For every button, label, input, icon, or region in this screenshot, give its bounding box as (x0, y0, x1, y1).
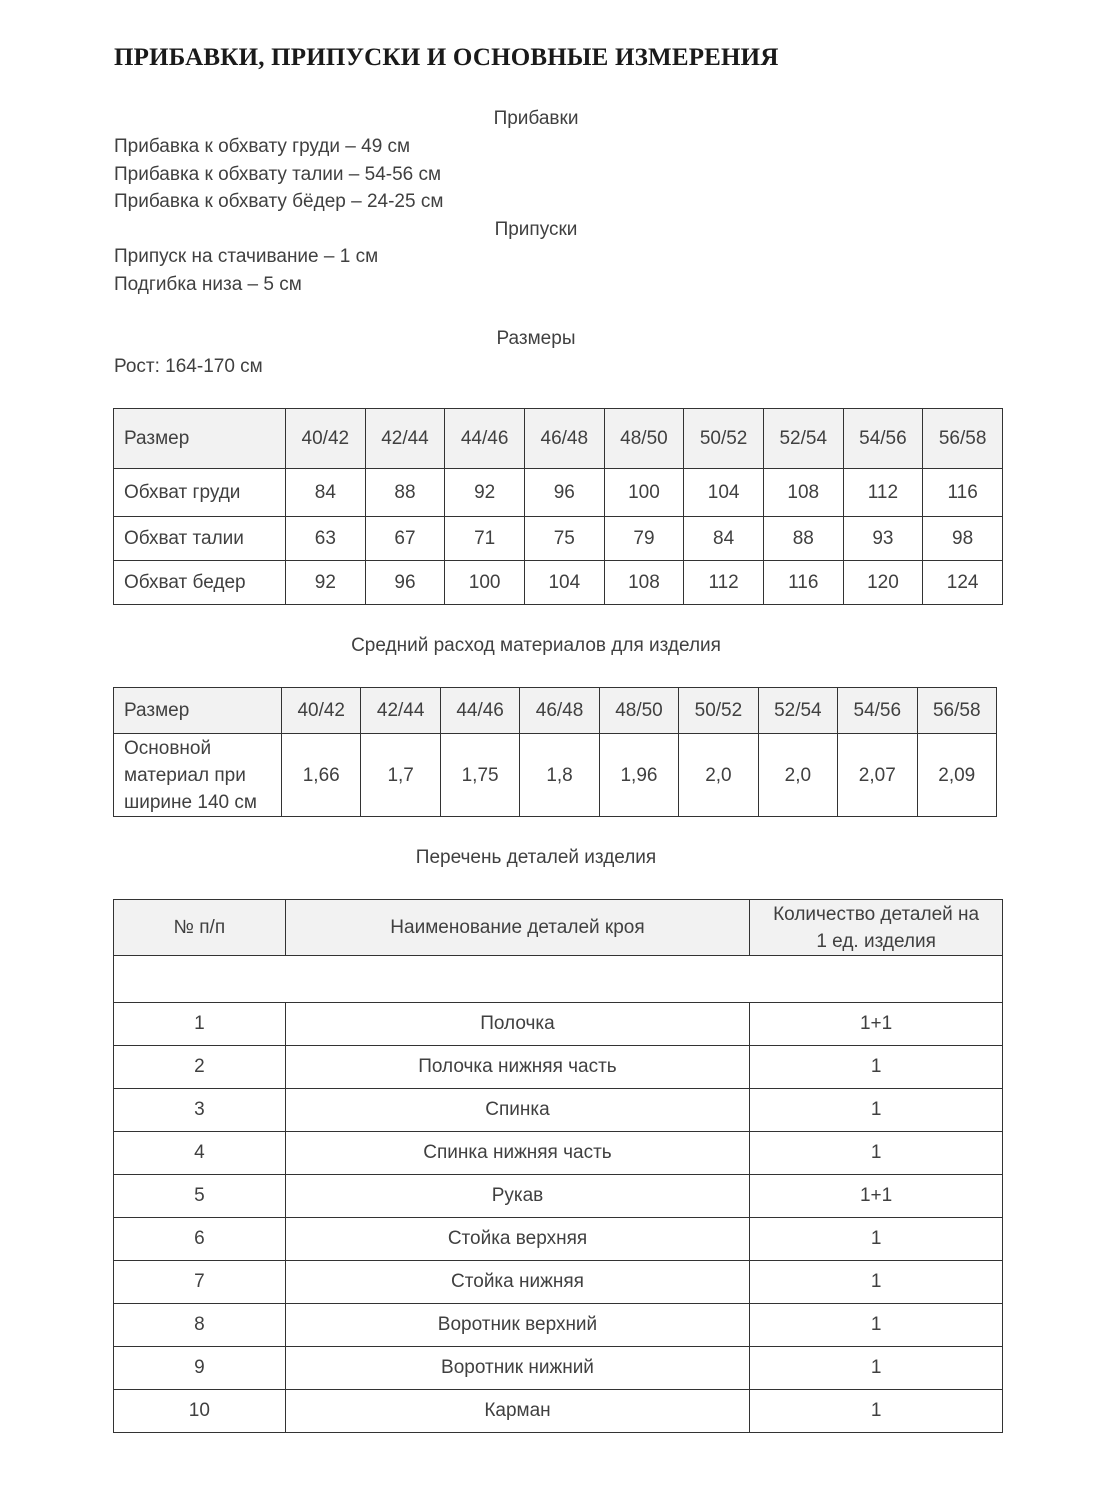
table-cell: 100 (445, 561, 525, 605)
part-name: Полочка (285, 1003, 749, 1046)
part-num: 5 (114, 1175, 286, 1218)
table-cell: 92 (286, 561, 366, 605)
allowance-line: Прибавка к обхвату груди – 49 см (114, 136, 411, 157)
size-column-header: 50/52 (684, 409, 764, 469)
table-cell: 2,0 (758, 734, 837, 817)
part-num: 1 (114, 1003, 286, 1046)
table-cell: 96 (365, 561, 445, 605)
part-qty: 1 (750, 1089, 1003, 1132)
table-row (114, 734, 997, 817)
table-row (114, 1132, 1003, 1175)
parts-header-row (114, 900, 1003, 956)
table-cell: 2,09 (917, 734, 997, 817)
table-cell: 71 (445, 517, 525, 561)
part-name: Воротник верхний (285, 1304, 749, 1347)
material-heading: Средний расход материалов для изделия (351, 635, 721, 656)
table-cell: 116 (923, 469, 1003, 517)
size-column-header: 52/54 (763, 409, 843, 469)
size-column-header: 50/52 (679, 688, 758, 734)
part-num: 3 (114, 1089, 286, 1132)
part-num: 2 (114, 1046, 286, 1089)
part-qty: 1 (750, 1304, 1003, 1347)
part-name: Воротник нижний (285, 1347, 749, 1390)
empty-cell (114, 956, 1003, 1003)
row-label: Обхват груди (114, 469, 286, 517)
page-title: ПРИБАВКИ, ПРИПУСКИ И ОСНОВНЫЕ ИЗМЕРЕНИЯ (114, 44, 779, 71)
material-header-label: Размер (114, 688, 282, 734)
table-row (114, 1003, 1003, 1046)
table-cell: 1,66 (282, 734, 361, 817)
table-cell: 93 (843, 517, 923, 561)
table-cell: 98 (923, 517, 1003, 561)
table-cell: 112 (684, 561, 764, 605)
table-cell: 124 (923, 561, 1003, 605)
size-column-header: 44/46 (440, 688, 519, 734)
part-name: Спинка нижняя часть (285, 1132, 749, 1175)
size-column-header: 42/44 (361, 688, 440, 734)
seam-allowance-line: Подгибка низа – 5 см (114, 274, 302, 295)
material-row-label-line: Основной (124, 737, 212, 759)
part-name: Стойка нижняя (285, 1261, 749, 1304)
table-cell: 104 (684, 469, 764, 517)
part-num: 8 (114, 1304, 286, 1347)
allowances-heading: Прибавки (493, 108, 579, 129)
col-num-header: № п/п (114, 900, 286, 956)
table-cell: 88 (763, 517, 843, 561)
empty-row (114, 956, 1003, 1003)
size-column-header: 40/42 (286, 409, 366, 469)
table-row (114, 1175, 1003, 1218)
table-cell: 1,96 (599, 734, 678, 817)
part-qty: 1 (750, 1390, 1003, 1433)
table-cell: 63 (286, 517, 366, 561)
table-cell: 1,75 (440, 734, 519, 817)
allowance-line: Прибавка к обхвату бёдер – 24-25 см (114, 191, 444, 212)
size-column-header: 56/58 (917, 688, 997, 734)
table-row (114, 1390, 1003, 1433)
part-qty: 1+1 (750, 1175, 1003, 1218)
seam-allowances-heading: Припуски (494, 219, 578, 240)
table-cell: 2,0 (679, 734, 758, 817)
col-qty-header (750, 900, 1003, 956)
material-table (113, 687, 997, 817)
table-row (114, 1089, 1003, 1132)
size-column-header: 42/44 (365, 409, 445, 469)
col-qty-header-line: Количество деталей на (773, 903, 980, 925)
part-name: Рукав (285, 1175, 749, 1218)
table-cell: 112 (843, 469, 923, 517)
height-line: Рост: 164-170 см (114, 356, 263, 377)
table-cell: 2,07 (838, 734, 917, 817)
part-num: 4 (114, 1132, 286, 1175)
seam-allowance-line: Припуск на стачивание – 1 см (114, 246, 379, 267)
table-cell: 1,8 (520, 734, 599, 817)
table-row (114, 1046, 1003, 1089)
size-column-header: 44/46 (445, 409, 525, 469)
size-column-header: 54/56 (838, 688, 917, 734)
material-row-label-line: ширине 140 см (124, 791, 257, 813)
material-row-label-line: материал при (124, 764, 246, 786)
part-num: 7 (114, 1261, 286, 1304)
size-column-header: 48/50 (599, 688, 678, 734)
material-row-label (114, 734, 282, 817)
part-num: 10 (114, 1390, 286, 1433)
table-cell: 75 (524, 517, 604, 561)
sizes-table (113, 408, 1003, 605)
row-label: Обхват бедер (114, 561, 286, 605)
part-qty: 1 (750, 1218, 1003, 1261)
size-header-label: Размер (114, 409, 286, 469)
size-column-header: 48/50 (604, 409, 684, 469)
part-qty: 1+1 (750, 1003, 1003, 1046)
part-qty: 1 (750, 1132, 1003, 1175)
sizes-heading: Размеры (496, 328, 576, 349)
part-name: Спинка (285, 1089, 749, 1132)
col-name-header: Наименование деталей кроя (285, 900, 749, 956)
size-column-header: 40/42 (282, 688, 361, 734)
table-row (114, 1218, 1003, 1261)
table-cell: 88 (365, 469, 445, 517)
part-name: Стойка верхняя (285, 1218, 749, 1261)
table-cell: 108 (763, 469, 843, 517)
size-column-header: 52/54 (758, 688, 837, 734)
size-column-header: 46/48 (520, 688, 599, 734)
parts-heading: Перечень деталей изделия (415, 847, 657, 868)
table-row (114, 1261, 1003, 1304)
table-cell: 67 (365, 517, 445, 561)
table-row (114, 517, 1003, 561)
sizes-header-row (114, 409, 1003, 469)
table-cell: 79 (604, 517, 684, 561)
allowance-line: Прибавка к обхвату талии – 54-56 см (114, 164, 442, 185)
table-cell: 96 (524, 469, 604, 517)
table-row (114, 561, 1003, 605)
table-cell: 92 (445, 469, 525, 517)
table-cell: 120 (843, 561, 923, 605)
table-cell: 104 (524, 561, 604, 605)
table-cell: 84 (286, 469, 366, 517)
part-name: Карман (285, 1390, 749, 1433)
material-header-row (114, 688, 997, 734)
parts-table (113, 899, 1003, 1433)
size-column-header: 46/48 (524, 409, 604, 469)
col-qty-header-line: 1 ед. изделия (816, 930, 936, 952)
size-column-header: 54/56 (843, 409, 923, 469)
table-row (114, 1304, 1003, 1347)
part-name: Полочка нижняя часть (285, 1046, 749, 1089)
part-qty: 1 (750, 1261, 1003, 1304)
table-cell: 84 (684, 517, 764, 561)
part-qty: 1 (750, 1046, 1003, 1089)
table-cell: 108 (604, 561, 684, 605)
table-row (114, 1347, 1003, 1390)
part-num: 9 (114, 1347, 286, 1390)
part-num: 6 (114, 1218, 286, 1261)
table-cell: 116 (763, 561, 843, 605)
part-qty: 1 (750, 1347, 1003, 1390)
size-column-header: 56/58 (923, 409, 1003, 469)
table-cell: 100 (604, 469, 684, 517)
table-cell: 1,7 (361, 734, 440, 817)
row-label: Обхват талии (114, 517, 286, 561)
table-row (114, 469, 1003, 517)
